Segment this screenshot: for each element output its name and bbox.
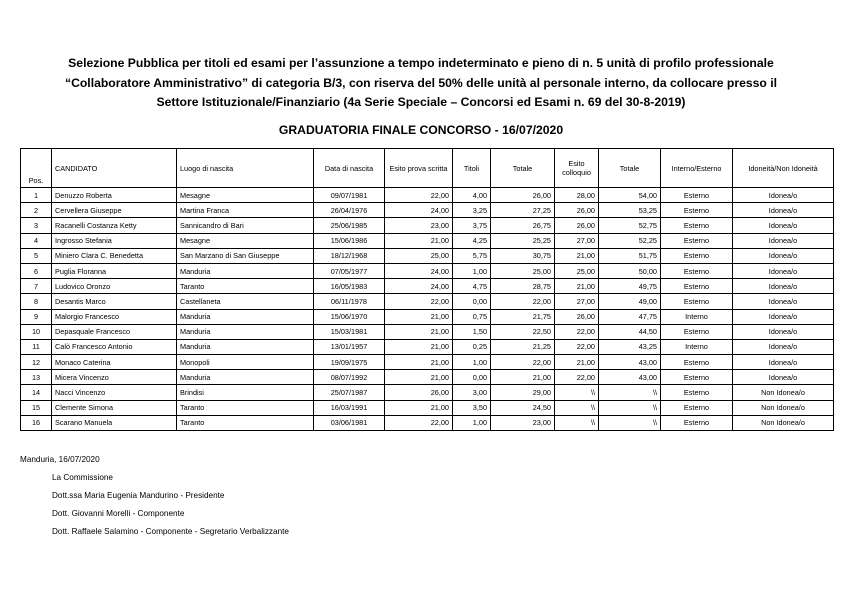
table-row: [21, 218, 834, 233]
header-candidato: CANDIDATO: [52, 149, 177, 188]
cell-titoli: 3,00: [453, 385, 491, 400]
cell-pos: 6: [21, 263, 52, 278]
cell-interno-esterno: Esterno: [661, 233, 733, 248]
cell-esito-scritta: 21,00: [385, 400, 453, 415]
cell-pos: 9: [21, 309, 52, 324]
cell-candidato: Denuzzo Roberta: [52, 188, 177, 203]
cell-pos: 12: [21, 355, 52, 370]
cell-totale-2: 43,25: [599, 339, 661, 354]
cell-esito-colloquio: \\: [555, 415, 599, 430]
cell-totale-1: 26,00: [491, 188, 555, 203]
cell-candidato: Nacci Vincenzo: [52, 385, 177, 400]
cell-pos: 8: [21, 294, 52, 309]
cell-esito-scritta: 21,00: [385, 370, 453, 385]
cell-esito-colloquio: 22,00: [555, 339, 599, 354]
cell-pos: 5: [21, 248, 52, 263]
cell-totale-2: \\: [599, 400, 661, 415]
cell-luogo: Martina Franca: [177, 203, 314, 218]
cell-data-nascita: 15/03/1981: [314, 324, 385, 339]
cell-esito-scritta: 22,00: [385, 415, 453, 430]
cell-esito-colloquio: 22,00: [555, 370, 599, 385]
cell-idoneita: Idonea/o: [733, 248, 834, 263]
cell-esito-colloquio: 28,00: [555, 188, 599, 203]
cell-interno-esterno: Esterno: [661, 263, 733, 278]
header-pos: Pos.: [21, 149, 52, 188]
cell-luogo: Mesagne: [177, 188, 314, 203]
cell-candidato: Calò Francesco Antonio: [52, 339, 177, 354]
cell-candidato: Micera Vincenzo: [52, 370, 177, 385]
table-row: [21, 385, 834, 400]
commission-label: La Commissione: [52, 473, 113, 482]
cell-totale-2: 53,25: [599, 203, 661, 218]
heading-line-2: “Collaboratore Amministrativo” di categoria B/3, con riserva del 50% delle unità al personale interno, da collocare presso il: [64, 75, 778, 90]
cell-titoli: 1,50: [453, 324, 491, 339]
cell-candidato: Miniero Clara C. Benedetta: [52, 248, 177, 263]
cell-totale-1: 22,00: [491, 294, 555, 309]
cell-candidato: Cervellera Giuseppe: [52, 203, 177, 218]
cell-idoneita: Idonea/o: [733, 279, 834, 294]
cell-esito-scritta: 21,00: [385, 339, 453, 354]
cell-esito-colloquio: 21,00: [555, 355, 599, 370]
cell-esito-colloquio: 25,00: [555, 263, 599, 278]
cell-idoneita: Idonea/o: [733, 324, 834, 339]
cell-candidato: Monaco Caterina: [52, 355, 177, 370]
cell-totale-1: 26,75: [491, 218, 555, 233]
cell-data-nascita: 18/12/1968: [314, 248, 385, 263]
cell-titoli: 3,50: [453, 400, 491, 415]
cell-interno-esterno: Esterno: [661, 279, 733, 294]
cell-totale-2: 43,00: [599, 355, 661, 370]
cell-esito-scritta: 23,00: [385, 218, 453, 233]
cell-candidato: Puglia Floranna: [52, 263, 177, 278]
cell-luogo: Manduria: [177, 309, 314, 324]
cell-esito-scritta: 26,00: [385, 385, 453, 400]
cell-pos: 10: [21, 324, 52, 339]
header-titoli: Titoli: [453, 149, 491, 188]
cell-luogo: Taranto: [177, 400, 314, 415]
cell-interno-esterno: Esterno: [661, 203, 733, 218]
header-luogo-nascita: Luogo di nascita: [177, 149, 314, 188]
cell-esito-colloquio: 26,00: [555, 203, 599, 218]
cell-candidato: Ingrosso Stefania: [52, 233, 177, 248]
cell-totale-1: 30,75: [491, 248, 555, 263]
cell-pos: 2: [21, 203, 52, 218]
header-esito-colloquio: Esito colloquio: [555, 149, 599, 188]
cell-idoneita: Idonea/o: [733, 339, 834, 354]
cell-totale-1: 27,25: [491, 203, 555, 218]
cell-interno-esterno: Esterno: [661, 248, 733, 263]
cell-titoli: 3,25: [453, 203, 491, 218]
cell-luogo: Taranto: [177, 279, 314, 294]
table-row: [21, 370, 834, 385]
cell-idoneita: Idonea/o: [733, 309, 834, 324]
cell-esito-colloquio: 26,00: [555, 218, 599, 233]
cell-data-nascita: 07/05/1977: [314, 263, 385, 278]
cell-data-nascita: 16/03/1991: [314, 400, 385, 415]
cell-luogo: Manduria: [177, 324, 314, 339]
cell-esito-colloquio: 22,00: [555, 324, 599, 339]
table-row: [21, 339, 834, 354]
cell-candidato: Malorgio Francesco: [52, 309, 177, 324]
cell-totale-2: 50,00: [599, 263, 661, 278]
header-esito-scritta: Esito prova scritta: [385, 149, 453, 188]
heading-line-3: Settore Istituzionale/Finanziario (4a Serie Speciale – Concorsi ed Esami n. 69 del 30-8-2019): [156, 95, 686, 109]
cell-esito-scritta: 22,00: [385, 188, 453, 203]
cell-pos: 15: [21, 400, 52, 415]
table-row: [21, 233, 834, 248]
document-heading: [30, 54, 812, 113]
table-row: [21, 294, 834, 309]
cell-data-nascita: 15/06/1986: [314, 233, 385, 248]
cell-interno-esterno: Esterno: [661, 355, 733, 370]
cell-data-nascita: 03/06/1981: [314, 415, 385, 430]
cell-candidato: Racanelli Costanza Ketty: [52, 218, 177, 233]
cell-interno-esterno: Esterno: [661, 400, 733, 415]
cell-interno-esterno: Esterno: [661, 370, 733, 385]
cell-luogo: Manduria: [177, 370, 314, 385]
cell-interno-esterno: Interno: [661, 339, 733, 354]
cell-pos: 16: [21, 415, 52, 430]
place-date: Manduria, 16/07/2020: [20, 455, 100, 464]
cell-luogo: Manduria: [177, 263, 314, 278]
cell-esito-colloquio: 27,00: [555, 233, 599, 248]
cell-idoneita: Idonea/o: [733, 203, 834, 218]
cell-idoneita: Non Idonea/o: [733, 400, 834, 415]
cell-idoneita: Idonea/o: [733, 263, 834, 278]
cell-data-nascita: 13/01/1957: [314, 339, 385, 354]
cell-pos: 4: [21, 233, 52, 248]
cell-interno-esterno: Interno: [661, 309, 733, 324]
cell-idoneita: Idonea/o: [733, 188, 834, 203]
cell-esito-scritta: 21,00: [385, 309, 453, 324]
cell-data-nascita: 15/06/1970: [314, 309, 385, 324]
cell-candidato: Depasquale Francesco: [52, 324, 177, 339]
cell-pos: 13: [21, 370, 52, 385]
cell-totale-2: 43,00: [599, 370, 661, 385]
table-header-row: [21, 149, 834, 188]
cell-esito-scritta: 24,00: [385, 263, 453, 278]
cell-titoli: 1,00: [453, 355, 491, 370]
cell-totale-1: 25,25: [491, 233, 555, 248]
cell-data-nascita: 25/06/1985: [314, 218, 385, 233]
cell-pos: 11: [21, 339, 52, 354]
cell-esito-colloquio: 21,00: [555, 248, 599, 263]
cell-candidato: Ludovico Oronzo: [52, 279, 177, 294]
table-row: [21, 203, 834, 218]
cell-pos: 7: [21, 279, 52, 294]
cell-idoneita: Idonea/o: [733, 233, 834, 248]
cell-esito-colloquio: \\: [555, 385, 599, 400]
header-totale-1: Totale: [491, 149, 555, 188]
cell-titoli: 4,75: [453, 279, 491, 294]
cell-totale-1: 21,00: [491, 370, 555, 385]
cell-luogo: Brindisi: [177, 385, 314, 400]
cell-interno-esterno: Esterno: [661, 415, 733, 430]
cell-titoli: 5,75: [453, 248, 491, 263]
cell-candidato: Desantis Marco: [52, 294, 177, 309]
cell-data-nascita: 19/09/1975: [314, 355, 385, 370]
cell-idoneita: Non Idonea/o: [733, 385, 834, 400]
cell-esito-scritta: 21,00: [385, 233, 453, 248]
cell-data-nascita: 16/05/1983: [314, 279, 385, 294]
cell-titoli: 0,75: [453, 309, 491, 324]
table-row: [21, 279, 834, 294]
cell-esito-scritta: 24,00: [385, 203, 453, 218]
cell-esito-scritta: 21,00: [385, 355, 453, 370]
cell-esito-scritta: 21,00: [385, 324, 453, 339]
cell-pos: 1: [21, 188, 52, 203]
cell-data-nascita: 08/07/1992: [314, 370, 385, 385]
cell-totale-1: 22,50: [491, 324, 555, 339]
table-row: [21, 355, 834, 370]
cell-pos: 3: [21, 218, 52, 233]
cell-titoli: 0,00: [453, 294, 491, 309]
commission-member-3: Dott. Raffaele Salamino - Componente - Segretario Verbalizzante: [52, 527, 289, 536]
cell-idoneita: Idonea/o: [733, 355, 834, 370]
header-idoneita: Idoneità/Non Idoneità: [733, 149, 834, 188]
cell-totale-2: 44,50: [599, 324, 661, 339]
cell-esito-colloquio: \\: [555, 400, 599, 415]
cell-totale-2: 51,75: [599, 248, 661, 263]
table-row: [21, 248, 834, 263]
cell-esito-colloquio: 21,00: [555, 279, 599, 294]
header-totale-2: Totale: [599, 149, 661, 188]
cell-titoli: 4,25: [453, 233, 491, 248]
table-row: [21, 309, 834, 324]
cell-luogo: Monopoli: [177, 355, 314, 370]
cell-totale-1: 21,75: [491, 309, 555, 324]
cell-candidato: Scarano Manuela: [52, 415, 177, 430]
cell-idoneita: Idonea/o: [733, 370, 834, 385]
cell-totale-1: 23,00: [491, 415, 555, 430]
cell-esito-colloquio: 26,00: [555, 309, 599, 324]
cell-candidato: Clemente Simona: [52, 400, 177, 415]
cell-totale-2: \\: [599, 385, 661, 400]
cell-data-nascita: 09/07/1981: [314, 188, 385, 203]
cell-luogo: Mesagne: [177, 233, 314, 248]
header-data-nascita: Data di nascita: [314, 149, 385, 188]
cell-totale-2: 52,75: [599, 218, 661, 233]
cell-idoneita: Non Idonea/o: [733, 415, 834, 430]
cell-idoneita: Idonea/o: [733, 218, 834, 233]
table-row: [21, 188, 834, 203]
cell-interno-esterno: Esterno: [661, 324, 733, 339]
ranking-table: [20, 148, 834, 431]
cell-luogo: Sannicandro di Bari: [177, 218, 314, 233]
header-interno-esterno: Interno/Esterno: [661, 149, 733, 188]
table-row: [21, 263, 834, 278]
commission-member-1: Dott.ssa Maria Eugenia Mandurino - Presidente: [52, 491, 225, 500]
heading-line-1: Selezione Pubblica per titoli ed esami per l’assunzione a tempo indeterminato e pieno di n. 5 unità di profilo professionale: [68, 56, 774, 70]
cell-interno-esterno: Esterno: [661, 294, 733, 309]
cell-esito-scritta: 24,00: [385, 279, 453, 294]
cell-totale-2: 49,00: [599, 294, 661, 309]
cell-totale-1: 22,00: [491, 355, 555, 370]
cell-interno-esterno: Esterno: [661, 218, 733, 233]
cell-luogo: Taranto: [177, 415, 314, 430]
cell-idoneita: Idonea/o: [733, 294, 834, 309]
cell-titoli: 0,00: [453, 370, 491, 385]
cell-totale-2: 47,75: [599, 309, 661, 324]
signature-block: [20, 451, 289, 541]
cell-data-nascita: 26/04/1976: [314, 203, 385, 218]
cell-totale-1: 21,25: [491, 339, 555, 354]
cell-totale-1: 24,50: [491, 400, 555, 415]
cell-titoli: 1,00: [453, 415, 491, 430]
cell-interno-esterno: Esterno: [661, 385, 733, 400]
cell-totale-1: 25,00: [491, 263, 555, 278]
cell-titoli: 3,75: [453, 218, 491, 233]
cell-data-nascita: 25/07/1987: [314, 385, 385, 400]
cell-titoli: 1,00: [453, 263, 491, 278]
cell-pos: 14: [21, 385, 52, 400]
cell-totale-2: \\: [599, 415, 661, 430]
cell-data-nascita: 06/11/1978: [314, 294, 385, 309]
cell-totale-2: 54,00: [599, 188, 661, 203]
cell-titoli: 0,25: [453, 339, 491, 354]
table-row: [21, 415, 834, 430]
cell-totale-2: 49,75: [599, 279, 661, 294]
cell-luogo: Manduria: [177, 339, 314, 354]
cell-esito-scritta: 25,00: [385, 248, 453, 263]
table-row: [21, 324, 834, 339]
table-row: [21, 400, 834, 415]
cell-titoli: 4,00: [453, 188, 491, 203]
cell-esito-scritta: 22,00: [385, 294, 453, 309]
commission-member-2: Dott. Giovanni Morelli - Componente: [52, 509, 185, 518]
cell-esito-colloquio: 27,00: [555, 294, 599, 309]
cell-luogo: San Marzano di San Giuseppe: [177, 248, 314, 263]
cell-totale-2: 52,25: [599, 233, 661, 248]
ranking-title: GRADUATORIA FINALE CONCORSO - 16/07/2020: [278, 123, 564, 137]
cell-interno-esterno: Esterno: [661, 188, 733, 203]
cell-totale-1: 28,75: [491, 279, 555, 294]
cell-luogo: Castellaneta: [177, 294, 314, 309]
cell-totale-1: 29,00: [491, 385, 555, 400]
